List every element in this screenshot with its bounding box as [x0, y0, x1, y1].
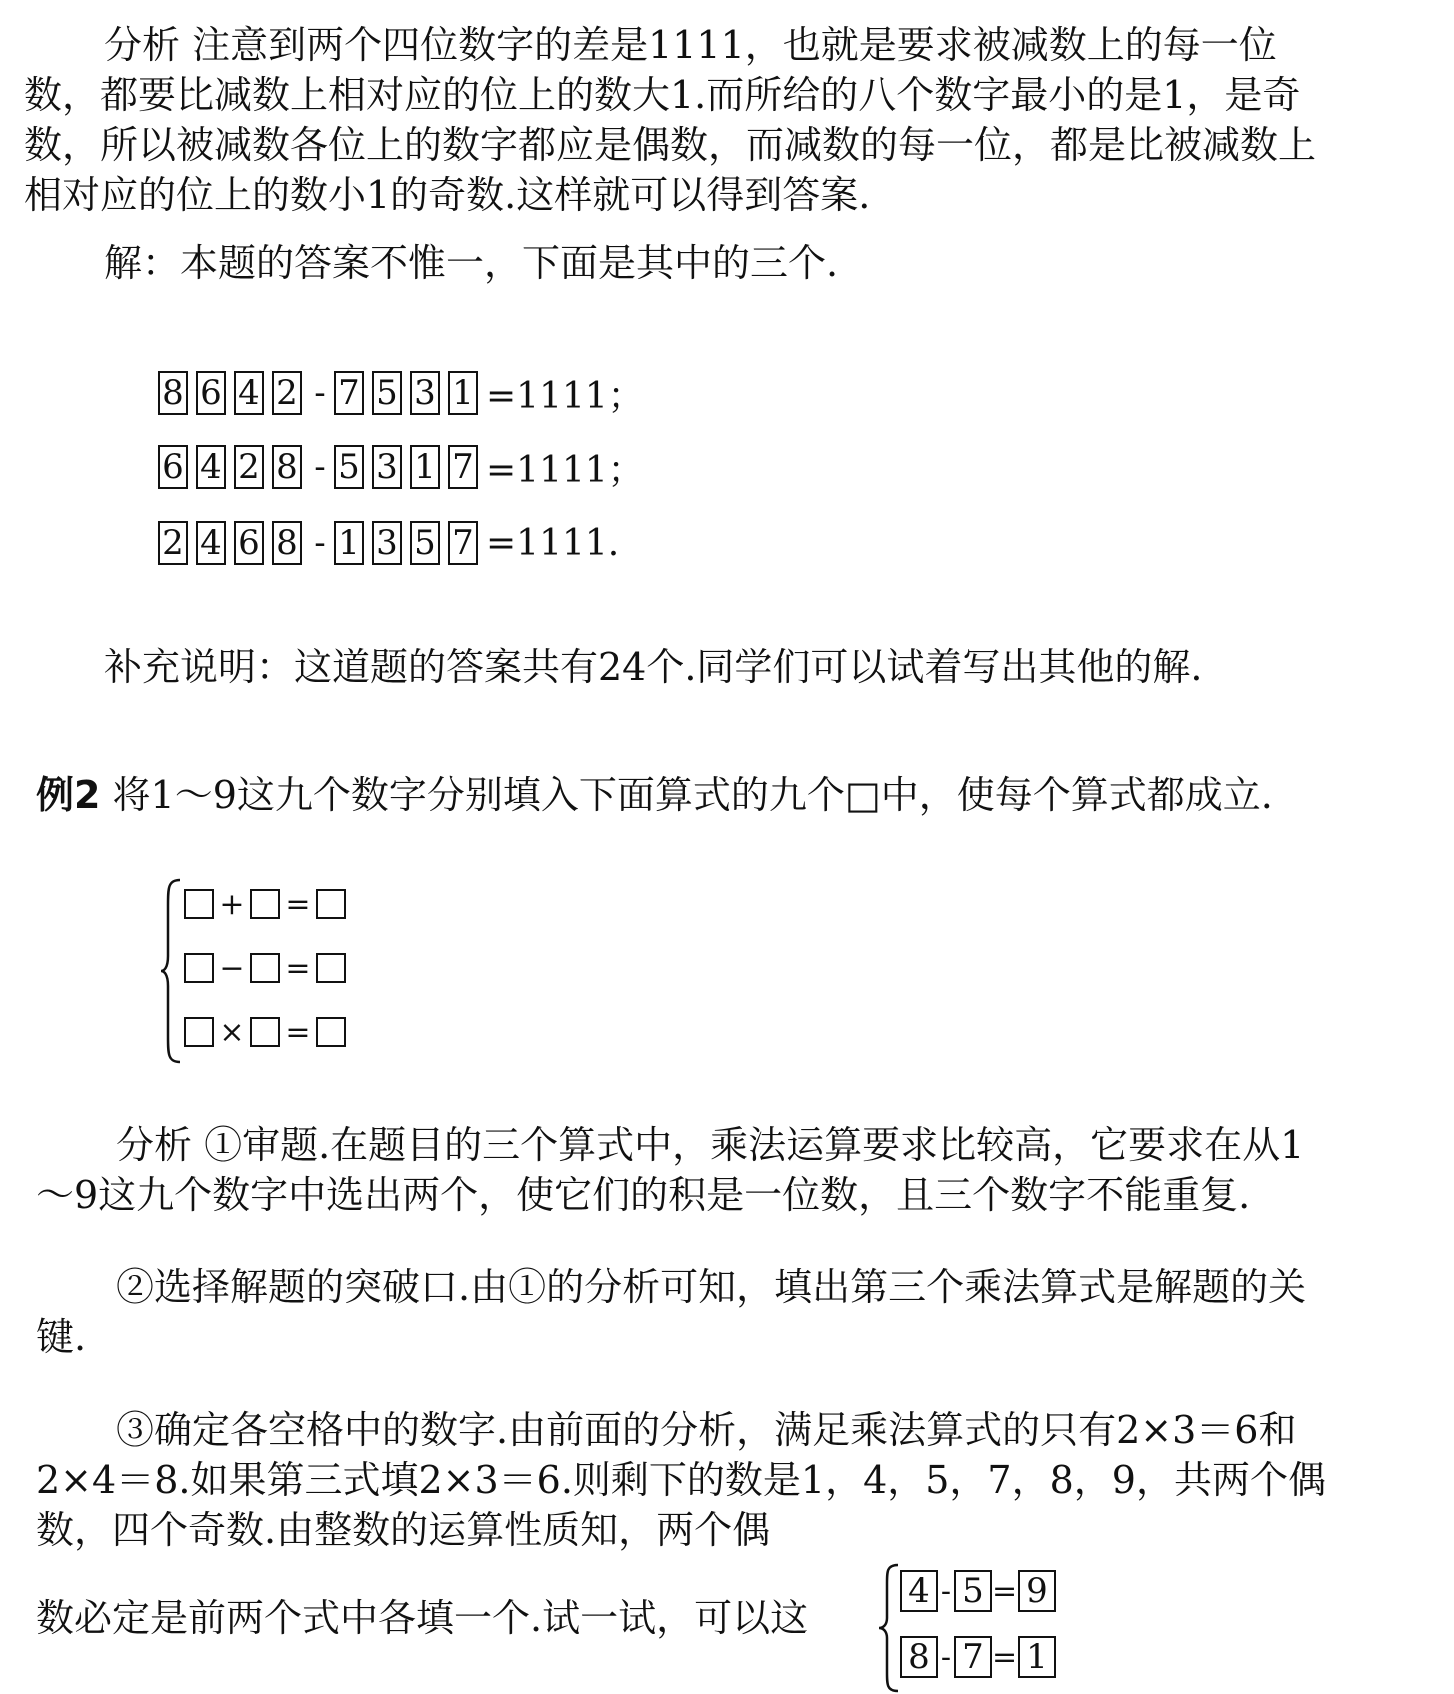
digit-box: 6: [234, 521, 264, 565]
blank-box: [184, 1017, 214, 1047]
system-row-multiplication: [184, 1010, 346, 1054]
example-text: 将1～9这九个数字分别填入下面算式的九个□中，使每个算式都成立.: [112, 773, 1273, 817]
digit-box: 1: [410, 445, 440, 489]
answer-row: [158, 368, 644, 418]
minus-sign: -: [314, 373, 326, 413]
analysis-step-3-continuation: 数必定是前两个式中各填一个.试一试，可以这: [36, 1596, 809, 1640]
blank-box: [184, 889, 214, 919]
equation-result: =1111；: [486, 375, 644, 417]
digit-box: 7: [334, 371, 364, 415]
digit-box: 7: [448, 521, 478, 565]
digit-box: 8: [158, 371, 188, 415]
digit-box: 5: [410, 521, 440, 565]
left-brace-icon: [878, 1562, 900, 1694]
analysis-paragraph-1: 分析 注意到两个四位数字的差是1111，也就是要求被减数上的每一位数，都要比减数上相对应的位上的数大1.而所给的八个数字最小的是1，是奇数，所以被减数各位上的数字都应是偶数，而减数的每一位，都是比被减数上相对应的位上的数小1的奇数.这样就可以得到答案.: [24, 23, 1317, 217]
solution-intro: 解：本题的答案不惟一，下面是其中的三个.: [104, 241, 839, 285]
minus-sign: -: [314, 447, 326, 487]
solution-row: [900, 1632, 1056, 1682]
blank-box: [250, 889, 280, 919]
equation-result: =1111.: [486, 522, 620, 564]
blank-box: [250, 953, 280, 983]
digit-box: 3: [372, 445, 402, 489]
left-brace-icon: [160, 876, 182, 1066]
answer-box: 1: [1018, 1636, 1056, 1678]
solution-row: [900, 1566, 1056, 1616]
system-row-subtraction: [184, 946, 346, 990]
digit-box: 2: [272, 371, 302, 415]
equals-sign: =: [992, 1639, 1018, 1675]
minus-sign: -: [314, 523, 326, 563]
equals-sign: =: [285, 1014, 311, 1050]
equals-sign: =: [285, 886, 311, 922]
supplement-note: 补充说明：这道题的答案共有24个.同学们可以试着写出其他的解.: [104, 645, 1203, 689]
blank-box: [316, 889, 346, 919]
answer-box: 9: [1018, 1570, 1056, 1612]
digit-box: 5: [372, 371, 402, 415]
analysis-step-3: ③确定各空格中的数字.由前面的分析，满足乘法算式的只有2×3＝6和2×4＝8.如果第三式填2×3＝6.则剩下的数是1，4，5，7，8，9，共两个偶数，四个奇数.由整数的运算性质知，两个偶: [36, 1408, 1326, 1552]
answer-box: 7: [954, 1636, 992, 1678]
digit-box: 2: [234, 445, 264, 489]
digit-box: 4: [234, 371, 264, 415]
answer-row: [158, 518, 619, 568]
digit-box: 6: [158, 445, 188, 489]
digit-box: 3: [372, 521, 402, 565]
equation-result: =1111；: [486, 449, 644, 491]
equation-system: [160, 876, 420, 1066]
answer-box: 8: [900, 1636, 938, 1678]
example-label: 例2: [36, 773, 101, 817]
plus-sign: +: [219, 886, 245, 922]
example-2-heading: [36, 770, 1273, 820]
blank-box: [316, 953, 346, 983]
example-solution-system: [878, 1562, 1118, 1694]
minus-sign: −: [219, 950, 245, 986]
answer-box: 5: [954, 1570, 992, 1612]
blank-box: [250, 1017, 280, 1047]
digit-box: 3: [410, 371, 440, 415]
system-row-addition: [184, 882, 346, 926]
digit-box: 2: [158, 521, 188, 565]
digit-box: 5: [334, 445, 364, 489]
answer-row: [158, 442, 644, 492]
digit-box: 6: [196, 371, 226, 415]
answer-box: 4: [900, 1570, 938, 1612]
minus-sign: -: [940, 1639, 952, 1675]
digit-box: 8: [272, 521, 302, 565]
equals-sign: =: [992, 1573, 1018, 1609]
analysis-step-1: 分析 ①审题.在题目的三个算式中，乘法运算要求比较高，它要求在从1～9这九个数字中选出两个，使它们的积是一位数，且三个数字不能重复.: [36, 1123, 1305, 1217]
digit-box: 4: [196, 521, 226, 565]
blank-box: [184, 953, 214, 983]
digit-box: 1: [448, 371, 478, 415]
digit-box: 8: [272, 445, 302, 489]
analysis-step-2: ②选择解题的突破口.由①的分析可知，填出第三个乘法算式是解题的关键.: [36, 1265, 1307, 1359]
blank-box: [316, 1017, 346, 1047]
digit-box: 1: [334, 521, 364, 565]
digit-box: 4: [196, 445, 226, 489]
equals-sign: =: [285, 950, 311, 986]
digit-box: 7: [448, 445, 478, 489]
times-sign: ×: [219, 1014, 245, 1050]
minus-sign: -: [940, 1573, 952, 1609]
